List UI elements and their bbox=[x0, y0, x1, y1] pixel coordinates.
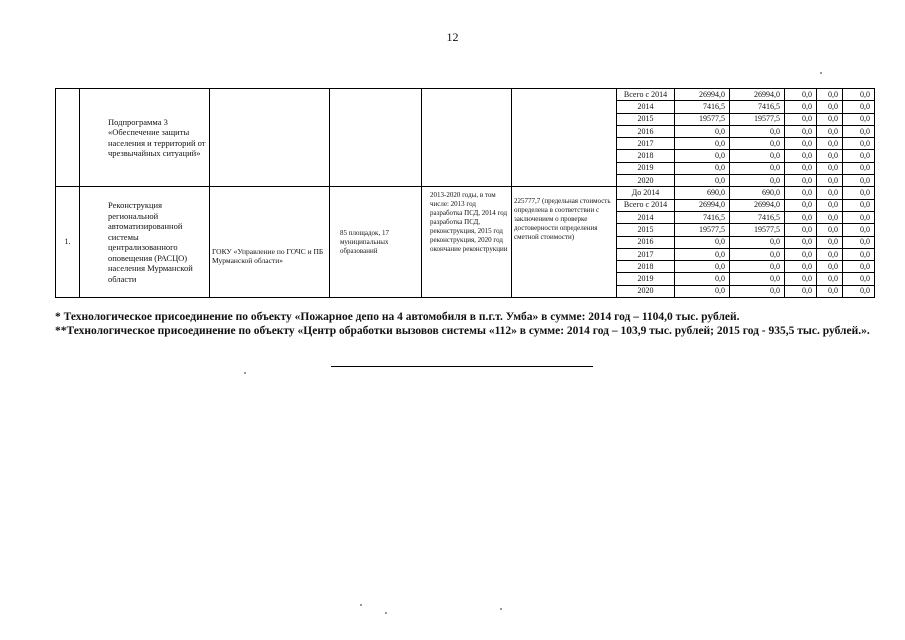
value-cell: 0,0 bbox=[817, 248, 843, 260]
value-cell: 0,0 bbox=[785, 285, 817, 297]
item-cost: 225777,7 (предельная стоимость определена в соответствии с заключением о проверке достоверности определения сметной стоимости) bbox=[512, 187, 617, 298]
total-cell: 0,0 bbox=[675, 236, 730, 248]
value-cell: 0,0 bbox=[817, 236, 843, 248]
year-cell: 2019 bbox=[617, 162, 675, 174]
value-cell: 26994,0 bbox=[730, 89, 785, 101]
value-cell: 0,0 bbox=[843, 162, 875, 174]
scan-speck bbox=[244, 372, 246, 374]
value-cell: 0,0 bbox=[730, 248, 785, 260]
scan-speck bbox=[500, 608, 502, 610]
scan-speck bbox=[820, 72, 822, 74]
separator-line bbox=[331, 366, 593, 367]
value-cell: 0,0 bbox=[843, 285, 875, 297]
year-cell: 2018 bbox=[617, 261, 675, 273]
year-cell: 2016 bbox=[617, 125, 675, 137]
total-cell: 0,0 bbox=[675, 273, 730, 285]
program-table bbox=[55, 88, 875, 298]
value-cell: 0,0 bbox=[843, 101, 875, 113]
value-cell: 0,0 bbox=[785, 162, 817, 174]
total-cell: 0,0 bbox=[675, 138, 730, 150]
year-cell: 2018 bbox=[617, 150, 675, 162]
table-row bbox=[56, 89, 875, 101]
total-cell: 0,0 bbox=[675, 162, 730, 174]
value-cell: 0,0 bbox=[843, 199, 875, 211]
value-cell: 0,0 bbox=[843, 248, 875, 260]
value-cell: 0,0 bbox=[843, 224, 875, 236]
value-cell: 0,0 bbox=[785, 113, 817, 125]
scan-speck bbox=[360, 604, 362, 606]
value-cell: 0,0 bbox=[843, 150, 875, 162]
value-cell: 0,0 bbox=[843, 125, 875, 137]
value-cell: 7416,5 bbox=[730, 211, 785, 223]
value-cell: 690,0 bbox=[730, 187, 785, 199]
value-cell: 0,0 bbox=[730, 236, 785, 248]
total-cell: 7416,5 bbox=[675, 211, 730, 223]
value-cell: 0,0 bbox=[785, 125, 817, 137]
capacity-cell bbox=[330, 89, 422, 187]
year-cell: До 2014 bbox=[617, 187, 675, 199]
year-cell: 2017 bbox=[617, 248, 675, 260]
value-cell: 0,0 bbox=[730, 261, 785, 273]
year-cell: 2020 bbox=[617, 175, 675, 187]
cost-cell bbox=[512, 89, 617, 187]
item-number: 1. bbox=[56, 187, 80, 298]
total-cell: 690,0 bbox=[675, 187, 730, 199]
value-cell: 0,0 bbox=[817, 261, 843, 273]
total-cell: 19577,5 bbox=[675, 224, 730, 236]
value-cell: 0,0 bbox=[817, 273, 843, 285]
value-cell: 0,0 bbox=[785, 89, 817, 101]
page-number: 12 bbox=[446, 30, 459, 44]
footnote-1: * Технологическое присоединение по объекту «Пожарное депо на 4 автомобиля в п.г.т. Умба» в сумме: 2014 год – 1104,0 тыс. рублей. bbox=[55, 311, 740, 323]
table-body bbox=[56, 89, 875, 298]
number-cell bbox=[56, 89, 80, 187]
year-cell: 2019 bbox=[617, 273, 675, 285]
year-cell: 2014 bbox=[617, 101, 675, 113]
item-executor: ГОКУ «Управление по ГОЧС и ПБ Мурманской области» bbox=[210, 187, 330, 298]
subprogram-title: Подпрограмма 3 «Обеспечение защиты населения и территорий от чрезвычайных ситуаций» bbox=[80, 89, 210, 187]
value-cell: 0,0 bbox=[785, 224, 817, 236]
value-cell: 0,0 bbox=[785, 199, 817, 211]
total-cell: 0,0 bbox=[675, 248, 730, 260]
value-cell: 0,0 bbox=[785, 211, 817, 223]
value-cell: 0,0 bbox=[785, 187, 817, 199]
year-cell: 2016 bbox=[617, 236, 675, 248]
value-cell: 0,0 bbox=[730, 125, 785, 137]
total-cell: 0,0 bbox=[675, 150, 730, 162]
table-row bbox=[56, 187, 875, 199]
value-cell: 0,0 bbox=[817, 285, 843, 297]
value-cell: 0,0 bbox=[843, 273, 875, 285]
total-cell: 26994,0 bbox=[675, 199, 730, 211]
value-cell: 0,0 bbox=[843, 261, 875, 273]
value-cell: 0,0 bbox=[817, 187, 843, 199]
value-cell: 0,0 bbox=[785, 248, 817, 260]
footnotes bbox=[55, 310, 870, 338]
value-cell: 0,0 bbox=[785, 138, 817, 150]
value-cell: 0,0 bbox=[817, 150, 843, 162]
value-cell: 0,0 bbox=[817, 162, 843, 174]
value-cell: 0,0 bbox=[843, 138, 875, 150]
value-cell: 0,0 bbox=[785, 175, 817, 187]
value-cell: 0,0 bbox=[785, 261, 817, 273]
value-cell: 0,0 bbox=[817, 211, 843, 223]
value-cell: 0,0 bbox=[843, 89, 875, 101]
value-cell: 0,0 bbox=[817, 224, 843, 236]
value-cell: 19577,5 bbox=[730, 224, 785, 236]
value-cell: 0,0 bbox=[730, 162, 785, 174]
scan-speck bbox=[385, 612, 387, 614]
value-cell: 0,0 bbox=[730, 175, 785, 187]
year-cell: 2015 bbox=[617, 224, 675, 236]
value-cell: 0,0 bbox=[817, 175, 843, 187]
total-cell: 26994,0 bbox=[675, 89, 730, 101]
item-name: Реконструкция региональной автоматизированной системы централизованного оповещения (РАСЦО) населения Мурманской области bbox=[80, 187, 210, 298]
value-cell: 0,0 bbox=[817, 199, 843, 211]
item-capacity: 85 площадок, 17 муниципальных образований bbox=[330, 187, 422, 298]
footnote-2: **Технологическое присоединение по объекту «Центр обработки вызовов системы «112» в сумме: 2014 год – 103,9 тыс. рублей; 2015 год - 935,5 тыс. рублей.». bbox=[55, 325, 870, 337]
year-cell: Всего с 2014 bbox=[617, 89, 675, 101]
value-cell: 0,0 bbox=[843, 175, 875, 187]
terms-cell bbox=[422, 89, 512, 187]
item-terms: 2013-2020 годы, в том числе: 2013 год разработка ПСД, 2014 год разработка ПСД, реконструкция, 2015 год реконструкция, 2020 год окончание реконструкции bbox=[422, 187, 512, 298]
value-cell: 0,0 bbox=[730, 285, 785, 297]
value-cell: 19577,5 bbox=[730, 113, 785, 125]
value-cell: 0,0 bbox=[785, 101, 817, 113]
total-cell: 19577,5 bbox=[675, 113, 730, 125]
year-cell: 2017 bbox=[617, 138, 675, 150]
value-cell: 0,0 bbox=[730, 150, 785, 162]
value-cell: 0,0 bbox=[817, 89, 843, 101]
total-cell: 0,0 bbox=[675, 261, 730, 273]
value-cell: 0,0 bbox=[730, 138, 785, 150]
value-cell: 0,0 bbox=[817, 113, 843, 125]
value-cell: 0,0 bbox=[843, 236, 875, 248]
year-cell: 2014 bbox=[617, 211, 675, 223]
value-cell: 0,0 bbox=[785, 236, 817, 248]
value-cell: 0,0 bbox=[817, 138, 843, 150]
year-cell: Всего с 2014 bbox=[617, 199, 675, 211]
total-cell: 0,0 bbox=[675, 175, 730, 187]
year-cell: 2020 bbox=[617, 285, 675, 297]
year-cell: 2015 bbox=[617, 113, 675, 125]
value-cell: 7416,5 bbox=[730, 101, 785, 113]
total-cell: 0,0 bbox=[675, 125, 730, 137]
value-cell: 0,0 bbox=[785, 273, 817, 285]
value-cell: 26994,0 bbox=[730, 199, 785, 211]
value-cell: 0,0 bbox=[785, 150, 817, 162]
value-cell: 0,0 bbox=[843, 187, 875, 199]
value-cell: 0,0 bbox=[817, 125, 843, 137]
value-cell: 0,0 bbox=[730, 273, 785, 285]
total-cell: 0,0 bbox=[675, 285, 730, 297]
value-cell: 0,0 bbox=[843, 113, 875, 125]
value-cell: 0,0 bbox=[817, 101, 843, 113]
total-cell: 7416,5 bbox=[675, 101, 730, 113]
value-cell: 0,0 bbox=[843, 211, 875, 223]
executor-cell bbox=[210, 89, 330, 187]
